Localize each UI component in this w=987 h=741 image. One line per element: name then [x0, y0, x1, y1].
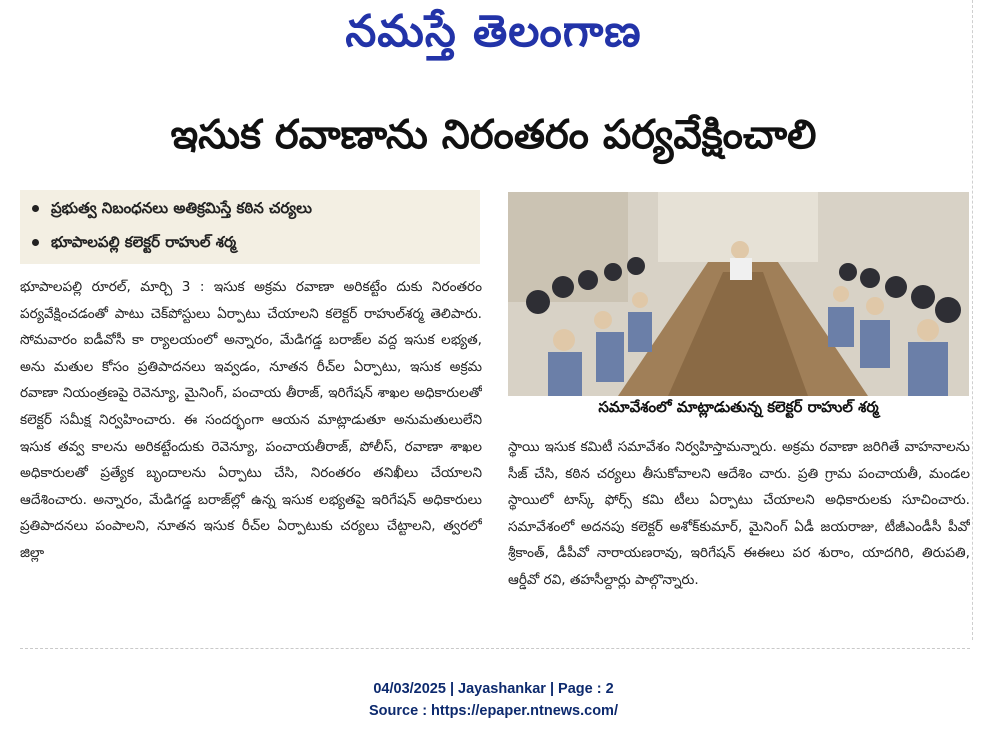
footer-date-edition: 04/03/2025 | Jayashankar | Page : 2	[373, 681, 614, 697]
footer-source: Source : https://epaper.ntnews.com/	[369, 703, 618, 719]
page-edge-divider	[972, 0, 973, 640]
highlight-text: భూపాలపల్లి కలెక్టర్ రాహుల్ శర్మ	[51, 233, 237, 251]
highlights-box	[20, 190, 480, 264]
footer-divider	[20, 648, 970, 649]
meeting-photo-illustration	[508, 192, 969, 396]
article-body-right: స్థాయి ఇసుక కమిటీ సమావేశం నిర్వహిస్తామన్నారు. అక్రమ రవాణా జరిగితే వాహనాలను సీజ్ చేసి, కఠిన చర్యలు తీసుకోవాలని ఆదేశిం చారు. ప్రతి గ్రామ పంచాయతీ, మండల స్థాయిలో టాస్క్ ఫోర్స్ కమి టీలు ఏర్పాటు చేయాలని అధికారులకు సూచించారు. సమావేశంలో అదనపు కలెక్టర్ అశోక్‌కుమార్, మైనింగ్ ఏడీ జయరాజు, టీజీఎండీసీ పీవో శ్రీకాంత్, డీపీవో నారాయణరావు, ఇరిగేషన్ ఈఈలు పర శురాం, యాదగిరి, తిరుపతి, ఆర్డీవో రవి, తహసీల్దార్లు పాల్గొన్నారు.	[508, 439, 970, 588]
highlight-text: ప్రభుత్వ నిబంధనలు అతిక్రమిస్తే కఠిన చర్యలు	[51, 199, 312, 217]
newspaper-masthead: నమస్తే తెలంగాణ	[345, 6, 642, 57]
bullet-icon	[32, 205, 39, 212]
meeting-photo	[508, 192, 969, 396]
highlight-item	[32, 199, 312, 221]
article-headline: ఇసుక రవాణాను నిరంతరం పర్యవేక్షించాలి	[170, 112, 817, 158]
highlight-item	[32, 233, 236, 255]
article-body-left: భూపాలపల్లి రూరల్, మార్చి 3 : ఇసుక అక్రమ రవాణా అరికట్టేం దుకు నిరంతరం పర్యవేక్షించడంతో పాటు చెక్‌పోస్టులు ఏర్పాటు చేయాలని కలెక్టర్ రాహుల్‌శర్మ తెలిపారు. సోమవారం ఐడీవోసీ కా ర్యాలయంలో అన్నారం, మేడిగడ్డ బరాజ్‌ల వద్ద ఇసుక లభ్యత, అను మతుల కోసం ప్రతిపాదనలు ఇవ్వడం, నూతన రీచ్‌ల ఏర్పాటు, ఇసుక అక్రమ రవాణా నియంత్రణపై రెవెన్యూ, మైనింగ్, పంచాయ తీరాజ్, ఇరిగేషన్ శాఖల అధికారులతో కలెక్టర్ సమీక్ష నిర్వహించారు. ఈ సందర్భంగా ఆయన మాట్లాడుతూ అనుమతులులేని ఇసుక తవ్వ కాలను అరికట్టేందుకు రెవెన్యూ, పంచాయతీరాజ్, పోలీస్, రవాణా శాఖల అధికారులతో ప్రత్యేక బృందాలను ఏర్పాటు చేసి, నిరంతరం తనిఖీలు చేయాలని ఆదేశించారు. అన్నారం, మేడిగడ్డ బరాజ్‌ల్లో ఉన్న ఇసుక లభ్యతపై ఇరిగేషన్ అధికారులు ప్రతిపాదనలు పంపాలని, నూతన ఇసుక రీచ్‌ల ఏర్పాటుకు చర్యలు చేట్టాలని, త్వరలో జిల్లా	[20, 279, 482, 561]
photo-caption: సమావేశంలో మాట్లాడుతున్న కలెక్టర్ రాహుల్ శర్మ	[598, 398, 879, 416]
bullet-icon	[32, 239, 39, 246]
